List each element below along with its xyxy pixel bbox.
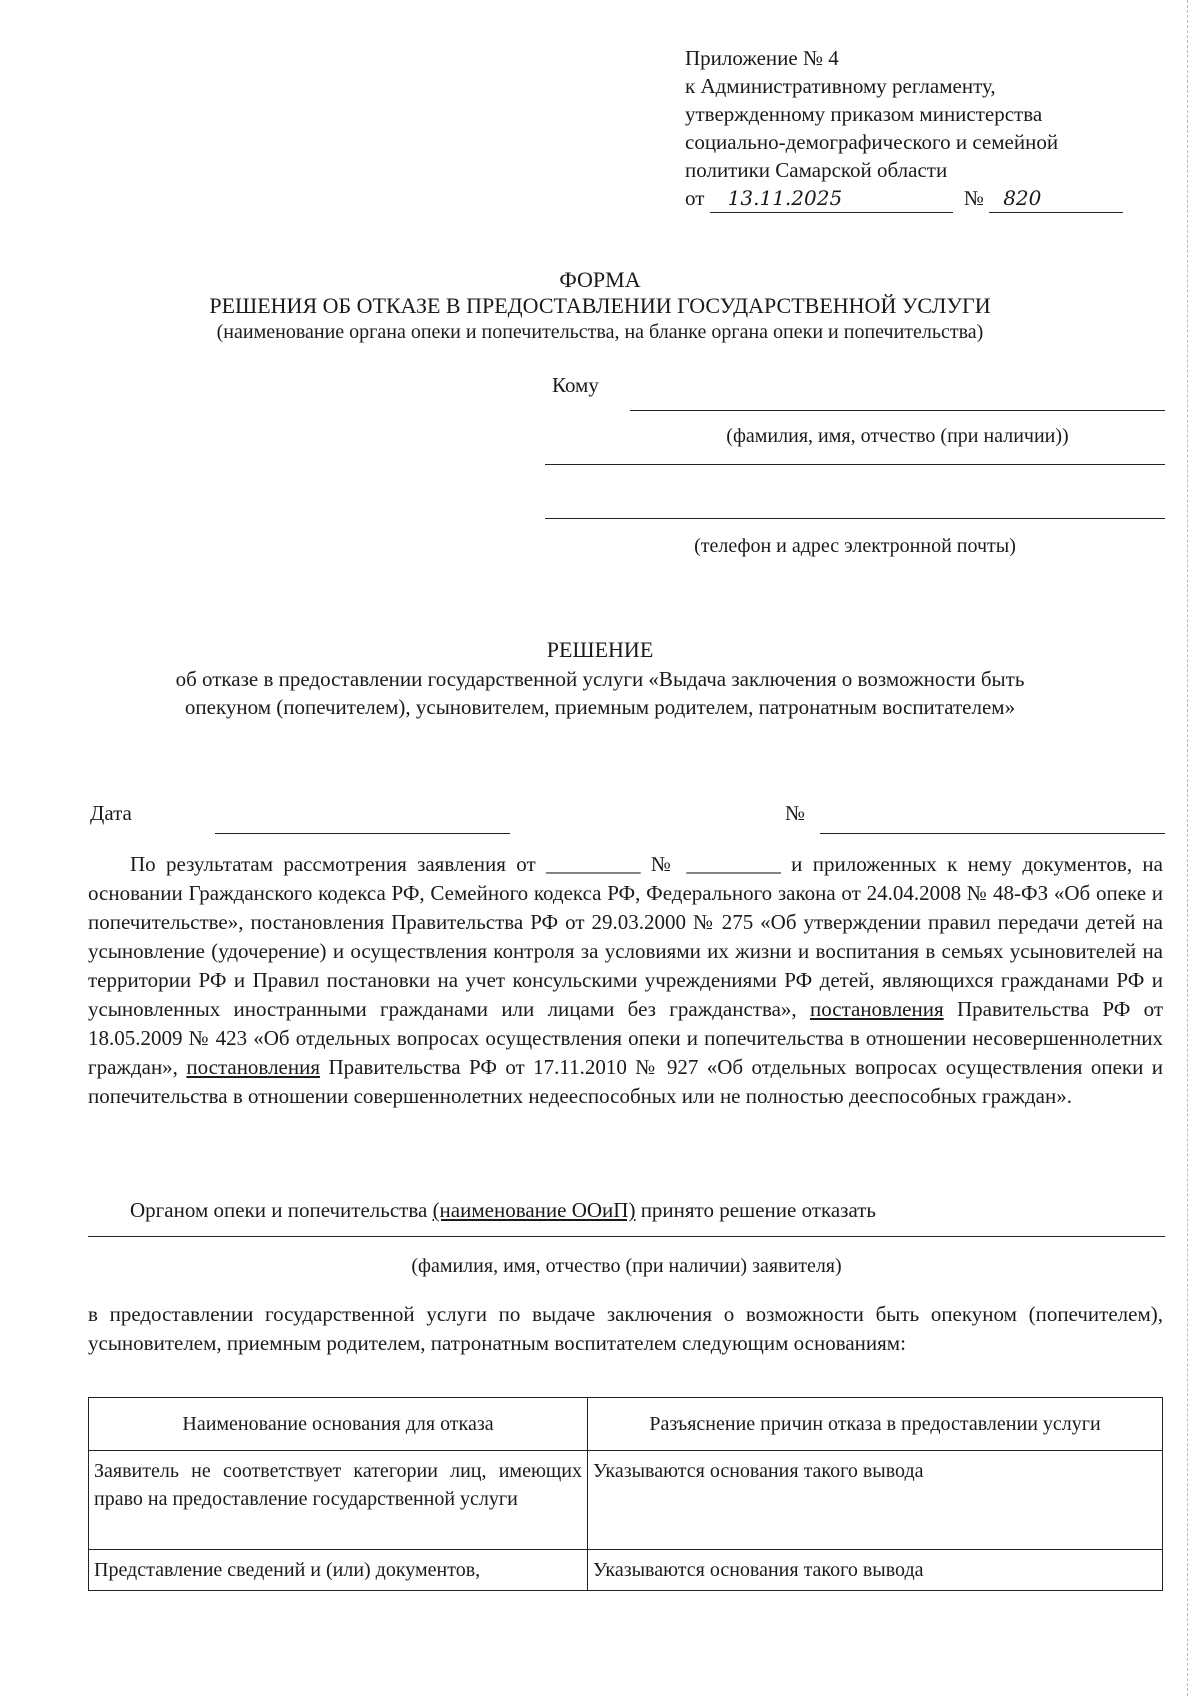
- paragraph-refusal: [88, 1196, 1163, 1225]
- decision-subtitle-1: об отказе в предоставлении государственной услуги «Выдача заключения о возможности быть: [175, 667, 1025, 691]
- p2-text-a: Органом опеки и попечительства: [130, 1198, 428, 1222]
- appendix-date-row: [685, 184, 1185, 213]
- table-cell-reason: Представление сведений и (или) документов,: [89, 1550, 588, 1591]
- number-label: №: [785, 801, 806, 825]
- p1-text-c: Правительства РФ от 18.05.2009 № 423 «Об отдельных вопросах осуществления опеки и попечительства в отношении несовершеннолетних граждан»,: [88, 997, 1164, 1079]
- table-header-explanation: Разъяснение причин отказа в предоставлении услуги: [588, 1398, 1163, 1451]
- p1-number-sign: №: [650, 852, 676, 876]
- appendix-date-value: 13.11.2025: [710, 184, 953, 213]
- p1-text-a: По результатам рассмотрения заявления от: [130, 852, 536, 876]
- recipient-name-caption: (фамилия, имя, отчество (при наличии)): [726, 425, 1069, 447]
- to-label: Кому: [552, 373, 599, 397]
- appendix-line-1: Приложение № 4: [685, 46, 839, 70]
- applicant-caption: (фамилия, имя, отчество (при наличии) заявителя): [411, 1255, 842, 1277]
- date-line: [215, 833, 510, 834]
- appendix-line-3: утвержденному приказом министерства: [685, 102, 1043, 126]
- appendix-line-2: к Административному регламенту,: [685, 74, 996, 98]
- table-cell-explanation: Указываются основания такого вывода: [588, 1451, 1163, 1550]
- appendix-block: [685, 44, 1185, 213]
- table-header-row: [89, 1398, 1163, 1451]
- p2-text-b: принято решение отказать: [640, 1198, 877, 1222]
- p1-blank-number: _________: [686, 852, 781, 876]
- p1-link-postanovlenie-1[interactable]: постановления: [809, 997, 944, 1021]
- paragraph-service: в предоставлении государственной услуги по выдаче заключения о возможности быть опекуном (попечителем), усыновителем, приемным родителем, патронатным воспитателем следующим основаниям:: [88, 1302, 1163, 1355]
- grounds-table: [88, 1397, 1163, 1591]
- decision-title: РЕШЕНИЕ: [546, 637, 654, 662]
- paragraph-grounds: [88, 850, 1163, 1111]
- form-note: (наименование органа опеки и попечительства, на бланке органа опеки и попечительства): [216, 321, 984, 343]
- p2-authority-name: (наименование ООиП): [432, 1198, 636, 1222]
- appendix-line-4: социально-демографического и семейной: [685, 130, 1059, 154]
- form-subtitle: РЕШЕНИЯ ОБ ОТКАЗЕ В ПРЕДОСТАВЛЕНИИ ГОСУДАРСТВЕННОЙ УСЛУГИ: [209, 293, 991, 318]
- appendix-line-5: политики Самарской области: [685, 158, 948, 182]
- recipient-contact-caption: (телефон и адрес электронной почты): [694, 535, 1016, 557]
- table-cell-reason: Заявитель не соответствует категории лиц, имеющих право на предоставление государственной услуги: [89, 1451, 588, 1550]
- table-row: [89, 1550, 1163, 1591]
- p1-text-d: Правительства РФ от 17.11.2010 № 927 «Об отдельных вопросах осуществления опеки и попечительства в отношении совершеннолетних недееспособных или не полностью дееспособных граждан».: [88, 1055, 1164, 1108]
- table-cell-explanation: Указываются основания такого вывода: [588, 1550, 1163, 1591]
- table-header-reason: Наименование основания для отказа: [89, 1398, 588, 1451]
- recipient-line-1: [630, 410, 1165, 411]
- scan-edge-line: [1187, 0, 1188, 1696]
- appendix-date-label: от: [685, 186, 705, 210]
- table-row: [89, 1451, 1163, 1550]
- decision-subtitle-2: опекуном (попечителем), усыновителем, приемным родителем, патронатным воспитателем»: [184, 695, 1016, 719]
- p1-link-postanovlenie-2[interactable]: постановления: [186, 1055, 321, 1079]
- number-line: [820, 833, 1165, 834]
- appendix-number-label: №: [963, 186, 984, 210]
- recipient-line-2: [545, 464, 1165, 465]
- p1-blank-date: _________: [546, 852, 641, 876]
- appendix-number-value: 820: [989, 184, 1123, 213]
- date-label: Дата: [90, 801, 132, 825]
- recipient-line-3: [545, 518, 1165, 519]
- applicant-line: [88, 1236, 1165, 1237]
- p1-text-b: и приложенных к нему документов, на основании Гражданского кодекса РФ, Семейного кодекса РФ, Федерального закона от 24.04.2008 № 48-ФЗ «Об опеке и попечительстве», постановления Правительства РФ от 29.03.2000 № 275 «Об утверждении правил передачи детей на усыновление (удочерение) и осуществления контроля за условиями их жизни и воспитания в семьях усыновителей на территории РФ и Правил постановки на учет консульскими учреждениями РФ детей, являющихся гражданами РФ и усыновленных иностранными гражданами или лицами без гражданства»,: [88, 852, 1163, 1021]
- form-title: ФОРМА: [559, 267, 641, 292]
